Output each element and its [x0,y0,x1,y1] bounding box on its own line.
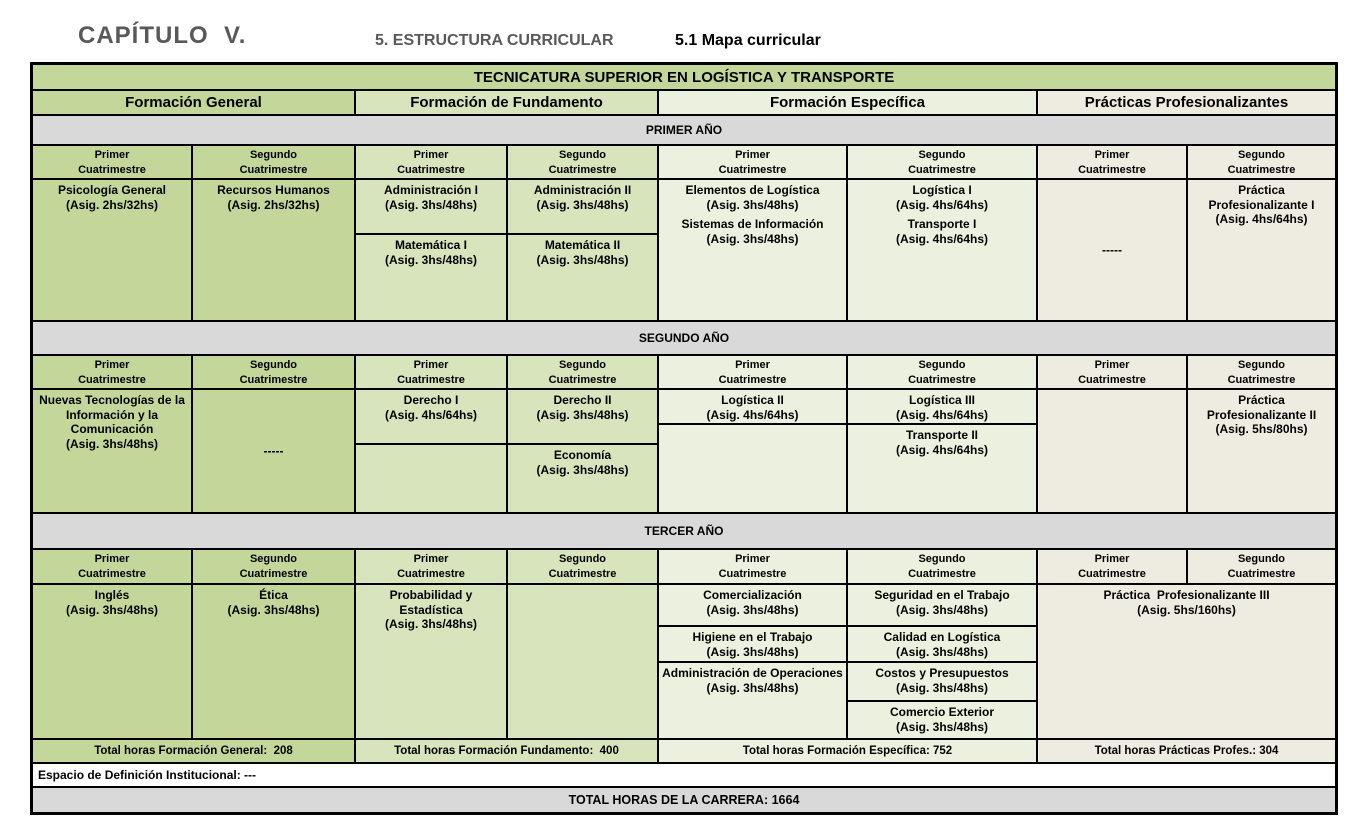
sem-header: Segundo Cuatrimestre [508,146,659,180]
sem-header: Segundo Cuatrimestre [848,146,1038,180]
sem-header: Primer Cuatrimestre [1038,146,1188,180]
course-derecho-2: Derecho II (Asig. 3hs/48hs) [508,390,659,445]
course-psicologia-general: Psicología General (Asig. 2hs/32hs) [33,180,193,322]
total-carrera-row: TOTAL HORAS DE LA CARRERA: 1664 [33,788,1335,812]
sem-header: Segundo Cuatrimestre [193,356,356,390]
cell-empty [1038,390,1188,514]
course-probabilidad-estadistica: Probabilidad y Estadística (Asig. 3hs/48hs) [356,585,508,740]
year-band-primer: PRIMER AÑO [33,116,1335,146]
page-header [0,0,1360,62]
sem-header: Segundo Cuatrimestre [193,550,356,585]
course-practica-profesionalizante-1: Práctica Profesionalizante I (Asig. 4hs/64hs) [1188,180,1335,322]
table-title: TECNICATURA SUPERIOR EN LOGÍSTICA Y TRANSPORTE [33,65,1335,91]
course-derecho-1: Derecho I (Asig. 4hs/64hs) [356,390,508,445]
course-recursos-humanos: Recursos Humanos (Asig. 2hs/32hs) [193,180,356,322]
sem-header: Primer Cuatrimestre [1038,356,1188,390]
course-etica: Ética (Asig. 3hs/48hs) [193,585,356,740]
sem-header: Segundo Cuatrimestre [848,550,1038,585]
subsection-title: 5.1 Mapa curricular [675,32,821,49]
sem-header: Primer Cuatrimestre [659,550,848,585]
cell-empty [508,585,659,740]
cell-empty [659,425,848,514]
year-band-tercer: TERCER AÑO [33,514,1335,550]
course-sistemas-de-informacion: Sistemas de Información (Asig. 3hs/48hs) [681,217,824,246]
course-elementos-de-logistica: Elementos de Logística (Asig. 3hs/48hs) [685,183,820,212]
sem-header: Primer Cuatrimestre [356,356,508,390]
sem-header: Segundo Cuatrimestre [1188,356,1335,390]
cell-logistica1-transporte1 [848,180,1038,322]
course-matematica-2: Matemática II (Asig. 3hs/48hs) [508,235,659,322]
cell-empty-dashes: ----- [1038,180,1188,322]
course-administracion-1: Administración I (Asig. 3hs/48hs) [356,180,508,235]
section-title: 5. ESTRUCTURA CURRICULAR [375,32,614,49]
year-band-segundo: SEGUNDO AÑO [33,322,1335,356]
course-logistica-1: Logística I (Asig. 4hs/64hs) [895,183,989,212]
course-ingles: Inglés (Asig. 3hs/48hs) [33,585,193,740]
area-formacion-especifica: Formación Específica [659,91,1038,116]
espacio-definicion-row: Espacio de Definición Institucional: --- [33,764,1335,788]
total-formacion-especifica: Total horas Formación Específica: 752 [659,740,1038,764]
totals-row [33,740,1335,764]
cell-empty-dashes: ----- [193,390,356,514]
sem-header: Primer Cuatrimestre [659,356,848,390]
course-seguridad-trabajo: Seguridad en el Trabajo (Asig. 3hs/48hs) [848,585,1038,627]
total-formacion-fundamento: Total horas Formación Fundamento: 400 [356,740,659,764]
sem-header: Primer Cuatrimestre [356,146,508,180]
total-practicas-profesionalizantes: Total horas Prácticas Profes.: 304 [1038,740,1335,764]
course-administracion-2: Administración II (Asig. 3hs/48hs) [508,180,659,235]
course-logistica-2: Logística II (Asig. 4hs/64hs) [659,390,848,425]
course-comercializacion: Comercialización (Asig. 3hs/48hs) [659,585,848,627]
course-comercio-exterior: Comercio Exterior (Asig. 3hs/48hs) [848,702,1038,740]
course-higiene-trabajo: Higiene en el Trabajo (Asig. 3hs/48hs) [659,627,848,663]
total-formacion-general: Total horas Formación General: 208 [33,740,356,764]
course-transporte-2: Transporte II (Asig. 4hs/64hs) [848,425,1038,514]
course-economia: Economía (Asig. 3hs/48hs) [508,445,659,514]
sem-header: Segundo Cuatrimestre [508,550,659,585]
course-transporte-1: Transporte I (Asig. 4hs/64hs) [895,217,989,246]
sem-header: Segundo Cuatrimestre [848,356,1038,390]
area-practicas-profesionalizantes: Prácticas Profesionalizantes [1038,91,1335,116]
cell-empty [356,445,508,514]
sem-header: Primer Cuatrimestre [659,146,848,180]
sem-header: Primer Cuatrimestre [33,550,193,585]
course-nuevas-tecnologias: Nuevas Tecnologías de la Información y la Comunicación (Asig. 3hs/48hs) [33,390,193,514]
chapter-title: CAPÍTULO V. [78,22,247,49]
sem-header: Primer Cuatrimestre [356,550,508,585]
sem-header: Segundo Cuatrimestre [508,356,659,390]
sem-header: Segundo Cuatrimestre [1188,146,1335,180]
sem-header: Primer Cuatrimestre [33,146,193,180]
course-practica-profesionalizante-2: Práctica Profesionalizante II (Asig. 5hs/80hs) [1188,390,1335,514]
year-3-grid [33,550,1335,740]
course-logistica-3: Logística III (Asig. 4hs/64hs) [848,390,1038,425]
course-matematica-1: Matemática I (Asig. 3hs/48hs) [356,235,508,322]
area-formacion-fundamento: Formación de Fundamento [356,91,659,116]
sem-header: Segundo Cuatrimestre [193,146,356,180]
course-practica-profesionalizante-3: Práctica Profesionalizante III (Asig. 5hs/160hs) [1038,585,1335,740]
year-2-grid [33,356,1335,514]
sem-header: Segundo Cuatrimestre [1188,550,1335,585]
curriculum-table [30,62,1338,815]
area-header-row [33,91,1335,116]
course-calidad-logistica: Calidad en Logística (Asig. 3hs/48hs) [848,627,1038,663]
sem-header: Primer Cuatrimestre [1038,550,1188,585]
cell-elementos-sistemas [659,180,848,322]
course-administracion-operaciones: Administración de Operaciones (Asig. 3hs/48hs) [659,663,848,740]
area-formacion-general: Formación General [33,91,356,116]
year-1-grid [33,146,1335,322]
sem-header: Primer Cuatrimestre [33,356,193,390]
course-costos-presupuestos: Costos y Presupuestos (Asig. 3hs/48hs) [848,663,1038,702]
